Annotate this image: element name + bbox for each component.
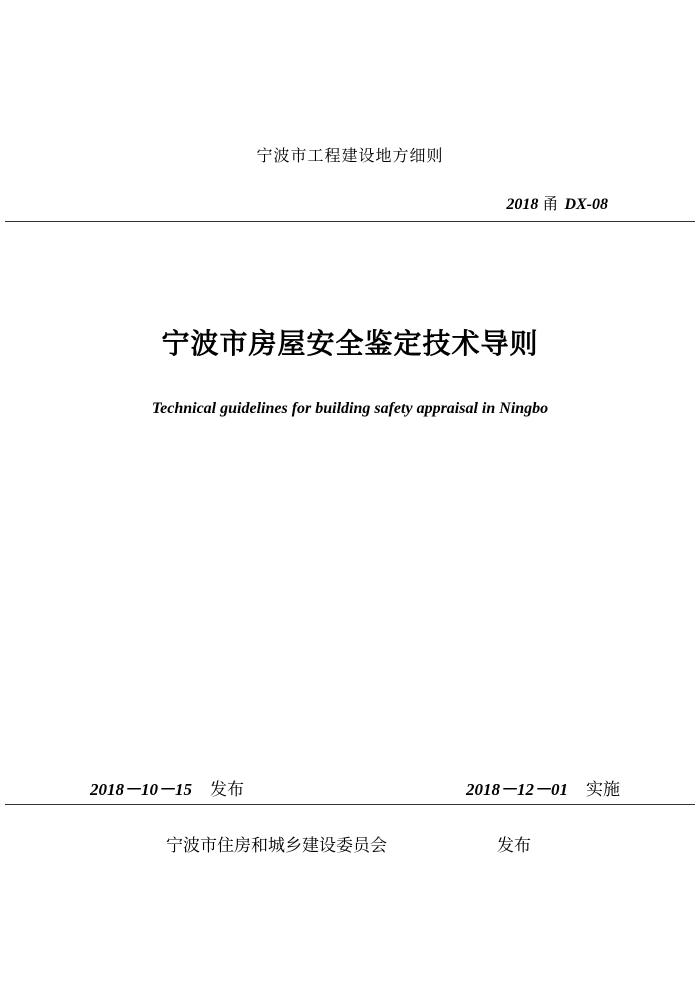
effective-date-line	[466, 775, 620, 800]
effective-label: 实施	[586, 780, 620, 800]
top-divider	[5, 221, 695, 222]
publisher-action: 发布	[497, 836, 531, 856]
series-title: 宁波市工程建设地方细则	[256, 146, 444, 165]
english-title: Technical guidelines for building safety appraisal in Ningbo	[151, 400, 549, 417]
document-code-city: 甬	[542, 194, 559, 213]
issue-date: 2018－10－15	[90, 780, 192, 799]
document-code	[506, 191, 608, 214]
issue-date-line	[90, 775, 244, 800]
document-code-number: DX-08	[564, 196, 608, 213]
publisher-name: 宁波市住房和城乡建设委员会	[166, 836, 387, 856]
document-code-year: 2018	[506, 196, 539, 213]
main-title: 宁波市房屋安全鉴定技术导则	[161, 327, 539, 360]
bottom-divider	[5, 804, 695, 805]
issue-label: 发布	[210, 780, 244, 800]
effective-date: 2018－12－01	[466, 780, 568, 799]
